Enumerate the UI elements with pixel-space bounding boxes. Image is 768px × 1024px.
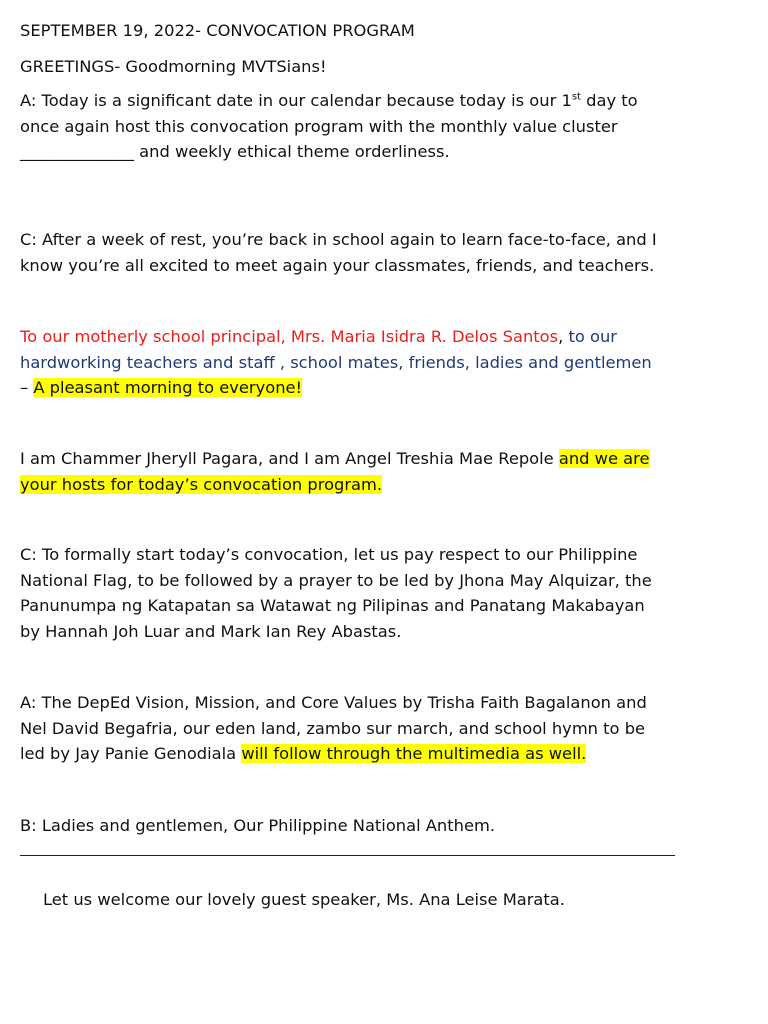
paragraph-final xyxy=(43,887,565,913)
paragraph-line: I am Chammer Jheryll Pagara, and I am Angel Treshia Mae Repole and we are xyxy=(20,449,650,468)
greetings-line: GREETINGS- Goodmorning MVTSians! xyxy=(20,57,327,76)
principal-name-text: To our motherly school principal, Mrs. Maria Isidra R. Delos Santos xyxy=(20,327,559,346)
paragraph-line: C: After a week of rest, you’re back in school again to learn face-to-face, and I xyxy=(20,230,657,249)
paragraph-line: know you’re all excited to meet again your classmates, friends, and teachers. xyxy=(20,255,655,275)
paragraph-a2 xyxy=(20,690,647,767)
ordinal-superscript: st xyxy=(571,91,581,103)
highlighted-text: and we are xyxy=(558,449,650,468)
paragraph-line: ______________ and weekly ethical theme orderliness. xyxy=(20,142,450,161)
paragraph-line: Panunumpa ng Katapatan sa Watawat ng Pilipinas and Panatang Makabayan xyxy=(20,596,645,615)
paragraph-line: – A pleasant morning to everyone! xyxy=(20,378,303,397)
paragraph-hosts xyxy=(20,446,650,497)
paragraph-line: hardworking teachers and staff , school mates, friends, ladies and gentlemen xyxy=(20,352,652,372)
paragraph-line: led by Jay Panie Genodiala will follow through the multimedia as well. xyxy=(20,744,587,763)
paragraph-line: A: Today is a significant date in our calendar because today is our 1st day to xyxy=(20,91,638,110)
paragraph-line: Let us welcome our lovely guest speaker, Ms. Ana Leise Marata. xyxy=(43,890,565,909)
paragraph-greeting xyxy=(20,324,652,401)
paragraph-line: C: To formally start today’s convocation, let us pay respect to our Philippine xyxy=(20,545,638,564)
paragraph-line: B: Ladies and gentlemen, Our Philippine National Anthem. xyxy=(20,816,496,835)
fill-in-blank: ______________ xyxy=(20,142,134,161)
paragraph-line: Nel David Begafria, our eden land, zambo sur march, and school hymn to be xyxy=(20,718,646,738)
paragraph-line: National Flag, to be followed by a prayer to be led by Jhona May Alquizar, the xyxy=(20,570,652,590)
paragraph-c1 xyxy=(20,227,657,278)
document-title: SEPTEMBER 19, 2022- CONVOCATION PROGRAM xyxy=(20,21,415,40)
highlighted-text: will follow through the multimedia as well. xyxy=(241,744,587,763)
paragraph-line: once again host this convocation program with the monthly value cluster xyxy=(20,116,618,136)
paragraph-line: A: The DepEd Vision, Mission, and Core Values by Trisha Faith Bagalanon and xyxy=(20,693,647,712)
highlighted-text: your hosts for today’s convocation program. xyxy=(20,474,383,494)
paragraph-b1 xyxy=(20,813,495,839)
paragraph-line xyxy=(20,472,650,498)
horizontal-rule xyxy=(20,855,675,856)
highlighted-text: A pleasant morning to everyone! xyxy=(33,378,303,397)
paragraph-a1 xyxy=(20,88,638,165)
paragraph-line: To our motherly school principal, Mrs. Maria Isidra R. Delos Santos, to our xyxy=(20,327,617,346)
paragraph-line: by Hannah Joh Luar and Mark Ian Rey Abastas. xyxy=(20,621,402,641)
paragraph-c2 xyxy=(20,542,652,644)
